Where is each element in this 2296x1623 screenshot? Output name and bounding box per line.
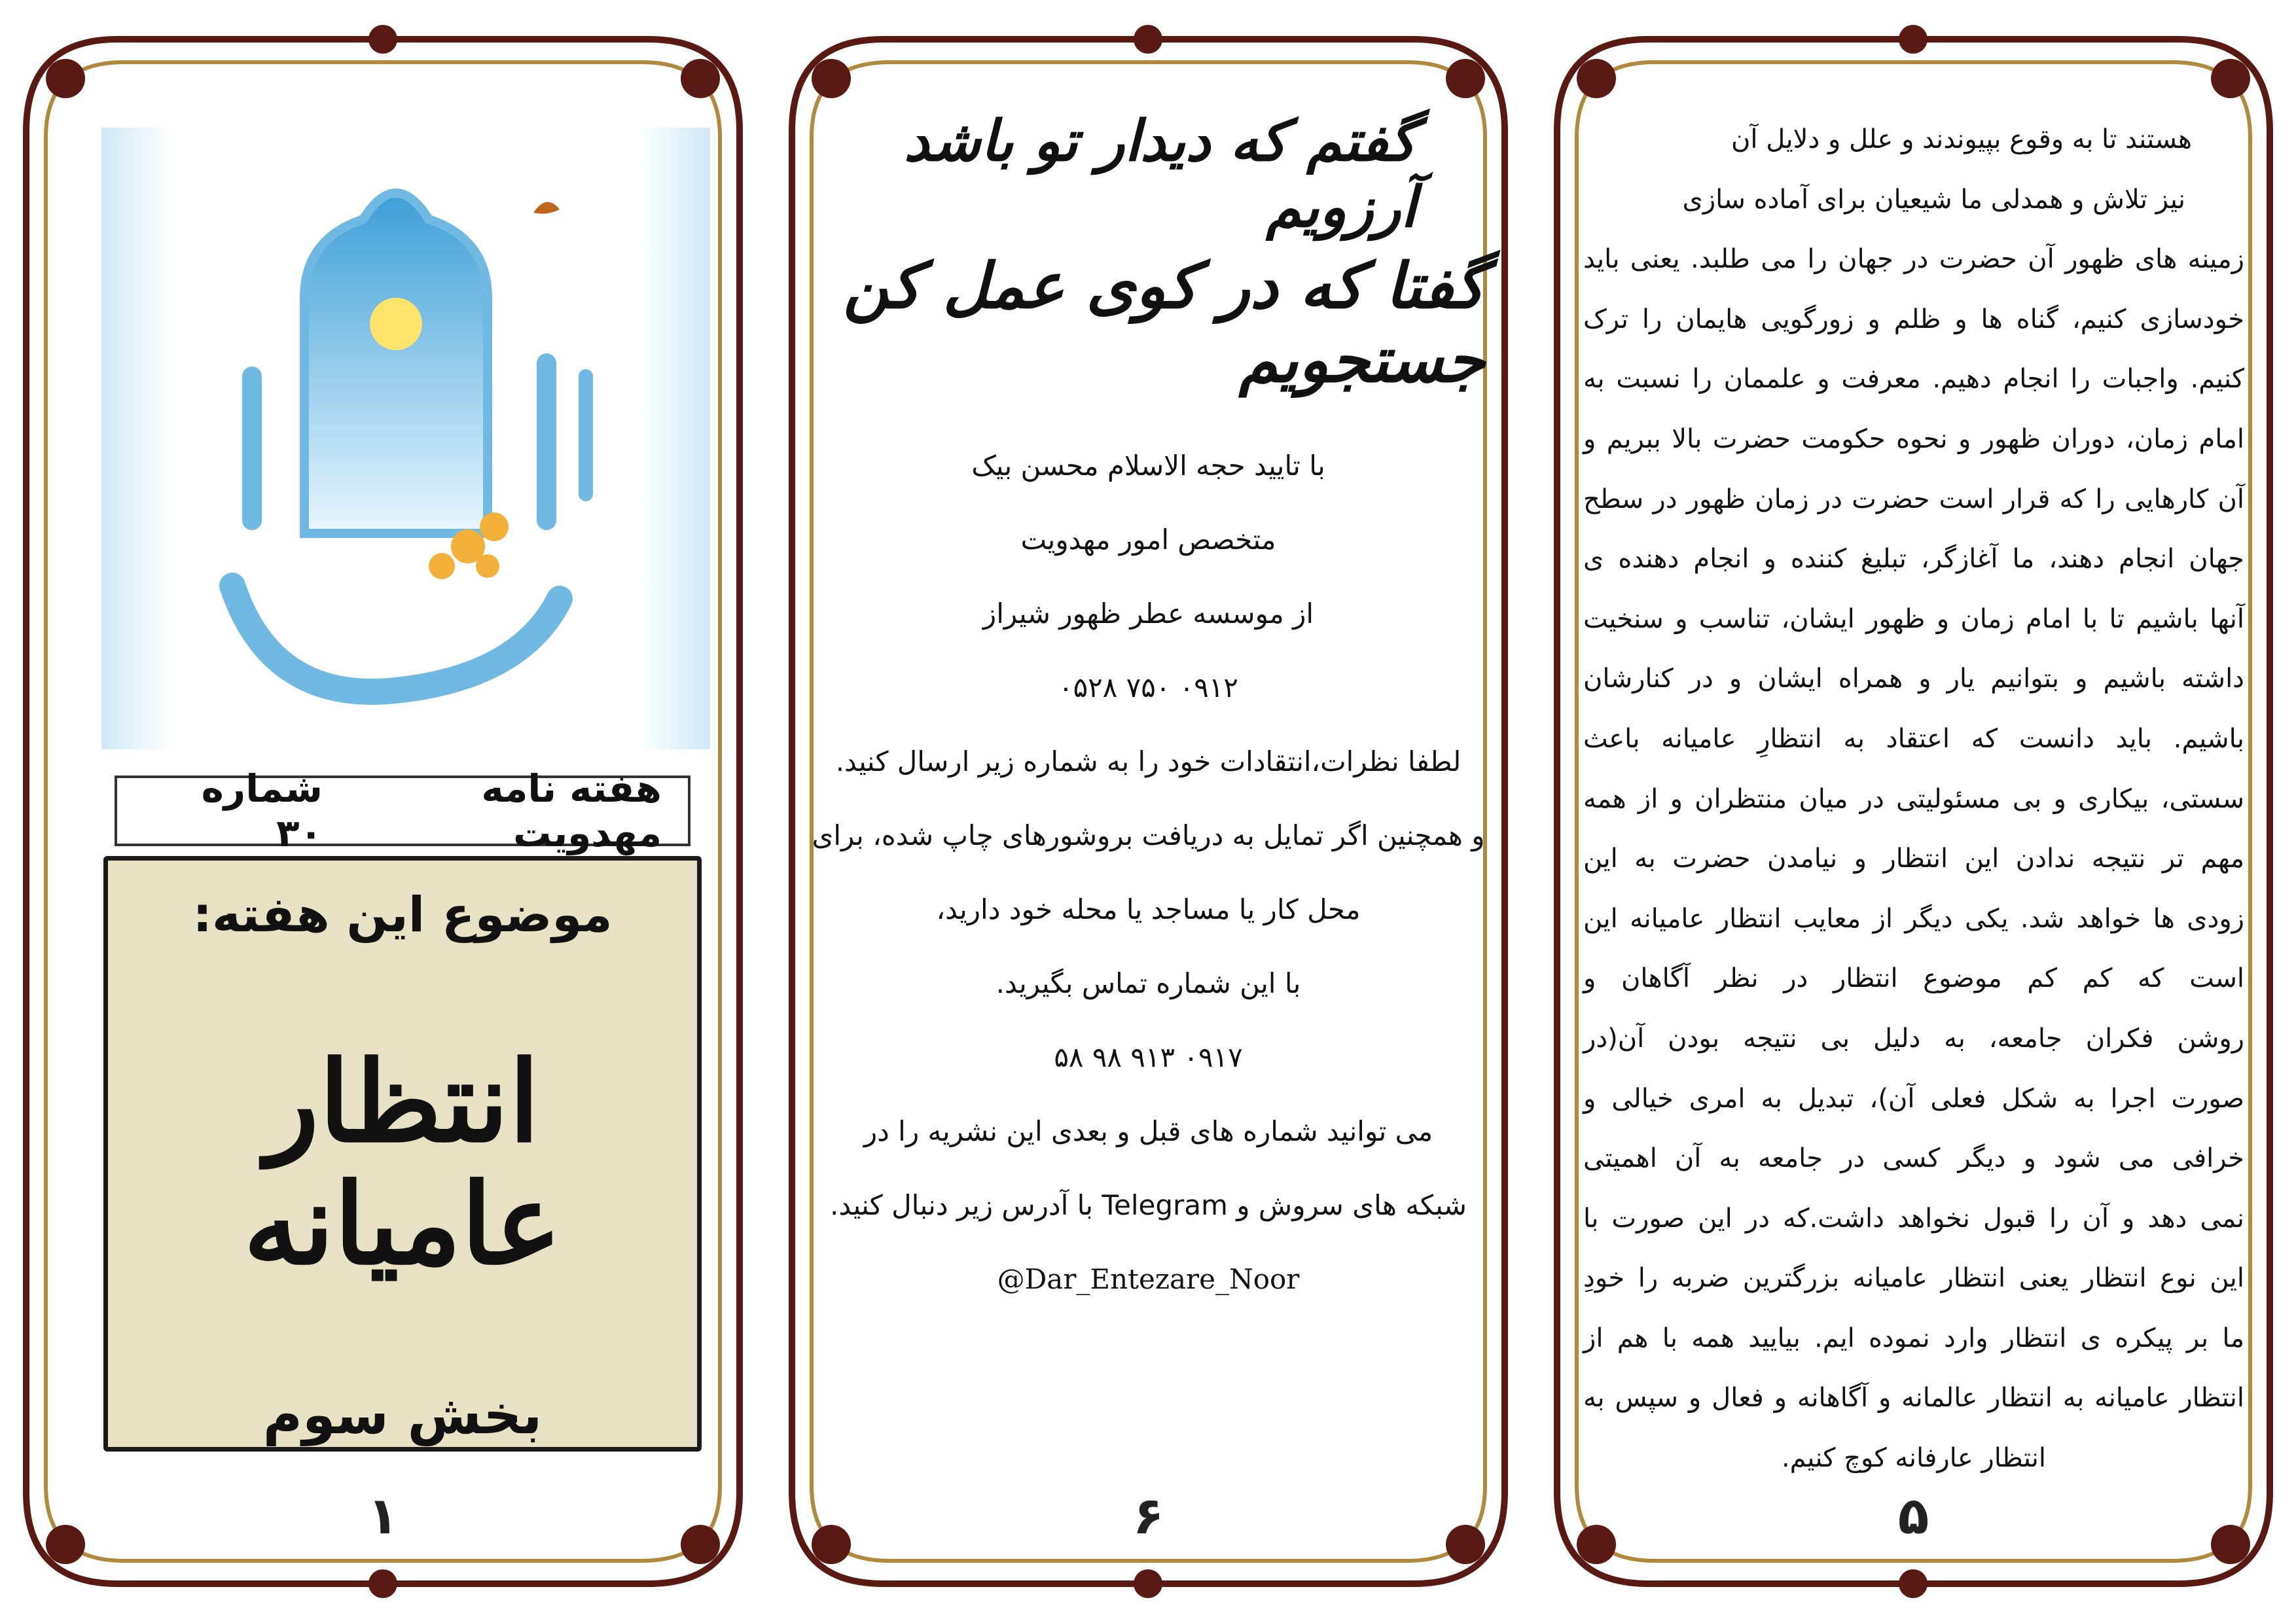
newsletter-title-bar [115,766,691,855]
brochure-line-2: محل کار یا مساجد یا محله خود دارید، [936,893,1361,925]
brochure-line-3: با این شماره تماس بگیرید. [996,967,1301,999]
page-number: ۱ [367,1487,399,1546]
phone-number-1: ۰۹۱۲ ۷۵۰ ۰۵۲۸ [1058,671,1238,704]
article-line: ما بر پیکره ی انتظار وارد نموده ایم. بیایید همه با هم از [1583,1323,2244,1353]
brochure-line-1: و همچنین اگر تمایل به دریافت بروشورهای چاپ شده، برای [812,819,1485,851]
article-body [1583,110,2244,1489]
article-line: انتظار عارفانه کوچ کنیم. [1781,1443,2047,1474]
approval-line: با تایید حجه الاسلام محسن بیک [971,450,1325,482]
article-line: زمینه های ظهور آن حضرت در جهان را می طلبد. یعنی باید [1583,244,2244,275]
article-line: مهم تر نتیجه ندادن این انتظار و نیامدن حضرت به این [1583,844,2244,874]
article-line: آن کارهایی را که قرار است حضرت در زمان ظهور در سطح [1583,484,2244,514]
article-line: آنها باشیم تا با امام زمان و ظهور ایشان، تناسب و سنخیت [1583,603,2244,634]
article-line: خودسازی کنیم، گناه ها و ظلم و زورگویی هایمان را ترک [1583,304,2244,334]
article-line: انتظار عامیانه به انتظار عالمانه و آگاهانه و فعال و سپس به [1583,1383,2244,1414]
article-line: روشن فکران جامعه، به دلیل بی نتیجه بودن آن(در [1583,1023,2244,1054]
specialist-line: متخصص امور مهدویت [1020,524,1276,556]
article-line: نمی دهد و آن را قبول نخواهد داشت.که در این صورت با [1583,1203,2244,1234]
issue-number: شماره ۳۰ [201,766,323,855]
article-line: صورت اجرا به شکل فعلی آن)، تبدیل به امری خیالی و [1583,1083,2244,1114]
topic-title: انتظار عامیانه [243,1037,562,1290]
back-cover-panel [766,0,1531,1623]
article-line: جهان انجام دهند، ما آغازگر، تبلیغ کننده و انجام دهنده ی [1583,544,2244,575]
article-line: کنیم. واجبات را انجام دهیم. معرفت و علممان را نسبت به [1583,364,2244,395]
article-line: داشته باشیم و بتوانیم یار و همراه ایشان و در کنارشان [1583,664,2244,694]
mosque-arch-illustration [101,128,710,749]
inner-page-panel [1531,0,2296,1623]
front-cover-panel [0,0,766,1623]
newsletter-name: هفته نامه مهدویت [481,766,662,855]
institute-line: از موسسه عطر ظهور شیراز [982,597,1314,630]
article-line: است که کم کم موضوع انتظار در نظر آگاهان و [1583,963,2244,994]
follow-line-2: شبکه های سروش و Telegram با آدرس زیر دنبال کنید. [830,1189,1467,1221]
article-line: این نوع انتظار یعنی انتظار عامیانه بزرگترین ضربه را خودِ [1583,1263,2244,1294]
article-line: باشیم. باید دانست که اعتقاد به انتظارِ عامیانه باعث [1583,723,2244,754]
calligraphy-artwork [101,128,710,749]
phone-number-2: ۰۹۱۷ ۹۱۳ ۹۸ ۵۸ [1054,1041,1243,1073]
article-line: خرافی می شود و دیگر کسی در جامعه به آن اهمیتی [1583,1143,2244,1174]
topic-part: بخش سوم [262,1384,543,1446]
article-line: امام زمان، دوران ظهور و نحوه حکومت حضرت بالا ببریم و [1583,423,2244,454]
topic-box [103,856,702,1452]
topic-label: موضوع این هفته: [192,887,613,943]
page-number: ۶ [1132,1487,1164,1546]
telegram-handle[interactable]: @Dar_Entezare_Noor [997,1263,1300,1295]
feedback-line: لطفا نظرات،انتقادات خود را به شماره زیر ارسال کنید. [835,745,1462,777]
follow-line-1: می توانید شماره های قبل و بعدی این نشریه را در [863,1115,1433,1147]
article-line: زودی ها خواهد شد. یکی دیگر از معایب انتظار عامیانه این [1583,903,2244,934]
poem-line-1: گفتم که دیدار تو باشد آرزویم [904,108,1416,240]
article-line: هستند تا به وقوع بپیوندند و علل و دلایل آن [1731,124,2192,154]
article-line: نیز تلاش و همدلی ما شیعیان برای آماده سازی [1682,184,2185,215]
page-number: ۵ [1897,1487,1929,1546]
article-line: سستی، بیکاری و بی مسئولیتی در میان منتظران و از همه [1583,783,2244,814]
poem-line-2: گفتا که در کوی عمل کن جستجویم [843,249,1485,397]
contact-info [785,429,1511,1316]
